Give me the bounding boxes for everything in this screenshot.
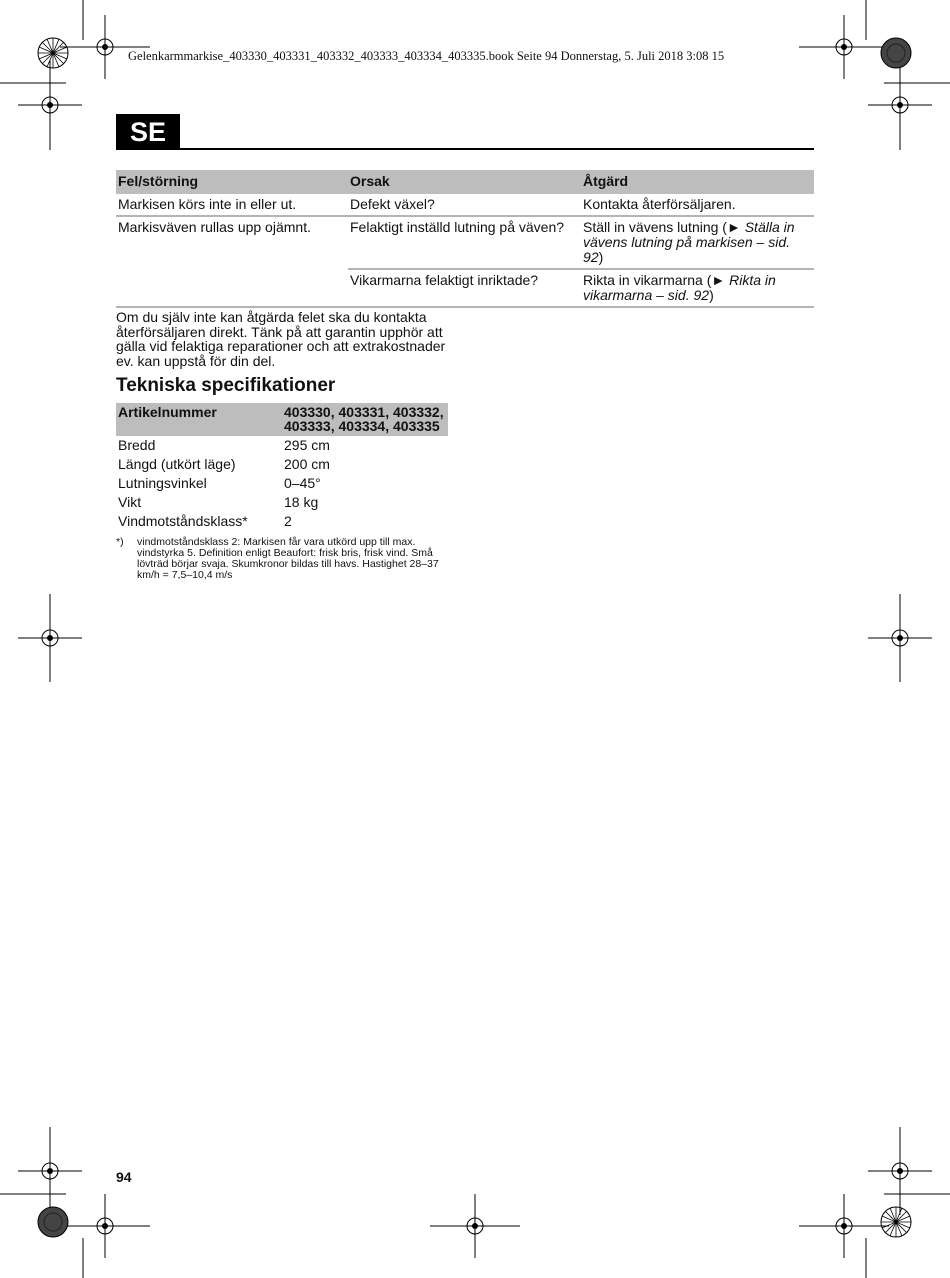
spec-label: Längd (utkört läge) bbox=[118, 456, 236, 472]
cause-cell: Felaktigt inställd lutning på väven? bbox=[348, 216, 581, 269]
table-header-row bbox=[116, 170, 814, 194]
action-text-end: ) bbox=[598, 249, 604, 265]
action-cell bbox=[581, 269, 814, 307]
table-row bbox=[116, 474, 448, 493]
spec-value: 0–45° bbox=[284, 475, 321, 491]
table-row bbox=[116, 512, 448, 531]
action-text: Rikta in vikarmarna (► bbox=[583, 272, 730, 288]
table-row bbox=[116, 455, 448, 474]
cross-reference: Rikta in vikarmarna – sid. 92 bbox=[583, 272, 776, 303]
header-action: Åtgärd bbox=[581, 170, 814, 194]
spec-label: Vindmotståndsklass* bbox=[118, 513, 248, 529]
language-tag: SE bbox=[116, 114, 180, 150]
action-text: Ställ in vävens lutning (► bbox=[583, 219, 745, 235]
cause-cell: Defekt växel? bbox=[348, 194, 581, 216]
specs-header-row bbox=[116, 403, 448, 436]
footnote-text: vindmotståndsklass 2: Markisen får vara utkörd upp till max. vindstyrka 5. Definition enligt Beaufort: frisk bris, frisk vind. Små lövträd börjar svaja. Skumkronor bildas till havs. Hastighet 28–37 km/h = 7,5–10,4 m/s bbox=[137, 536, 439, 581]
file-header: Gelenkarmmarkise_403330_403331_403332_403333_403334_403335.book Seite 94 Donnerstag, 5. Juli 2018 3:08 15 bbox=[128, 49, 725, 63]
spec-value: 2 bbox=[284, 513, 292, 529]
spec-value: 295 cm bbox=[284, 437, 330, 453]
fault-cell: Markisväven rullas upp ojämnt. bbox=[116, 216, 348, 307]
header-fault: Fel/störning bbox=[116, 170, 348, 194]
action-text-end: ) bbox=[709, 287, 714, 303]
specs-heading: Tekniska specifikationer bbox=[116, 375, 336, 396]
specs-table bbox=[116, 403, 448, 531]
table-row bbox=[116, 216, 814, 269]
table-row bbox=[116, 194, 814, 216]
advice-paragraph: Om du själv inte kan åtgärda felet ska du kontakta återförsäljaren direkt. Tänk på att garantin upphör att gälla vid felaktiga reparationer och att extrakostnader ev. kan uppstå för din del. bbox=[116, 309, 446, 369]
spec-label: Vikt bbox=[118, 494, 142, 510]
table-row bbox=[116, 436, 448, 455]
specs-header-value: 403330, 403331, 403332, 403333, 403334, 403335 bbox=[282, 403, 448, 436]
spec-label: Lutningsvinkel bbox=[118, 475, 207, 491]
troubleshooting-table bbox=[116, 170, 814, 308]
page-number: 94 bbox=[116, 1169, 132, 1185]
section-rule bbox=[116, 148, 814, 150]
header-cause: Orsak bbox=[348, 170, 581, 194]
specs-header-label: Artikelnummer bbox=[116, 403, 282, 436]
footnote bbox=[116, 537, 451, 581]
spec-label: Bredd bbox=[118, 437, 156, 453]
cause-cell: Vikarmarna felaktigt inriktade? bbox=[348, 269, 581, 307]
action-cell bbox=[581, 216, 814, 269]
action-cell: Kontakta återförsäljaren. bbox=[581, 194, 814, 216]
cross-reference: Ställa in vävens lutning på markisen – sid. 92 bbox=[583, 219, 795, 265]
fault-cell: Markisen körs inte in eller ut. bbox=[116, 194, 348, 216]
spec-value: 200 cm bbox=[284, 456, 330, 472]
footnote-mark: *) bbox=[116, 536, 124, 548]
table-row bbox=[116, 493, 448, 512]
spec-value: 18 kg bbox=[284, 494, 319, 510]
